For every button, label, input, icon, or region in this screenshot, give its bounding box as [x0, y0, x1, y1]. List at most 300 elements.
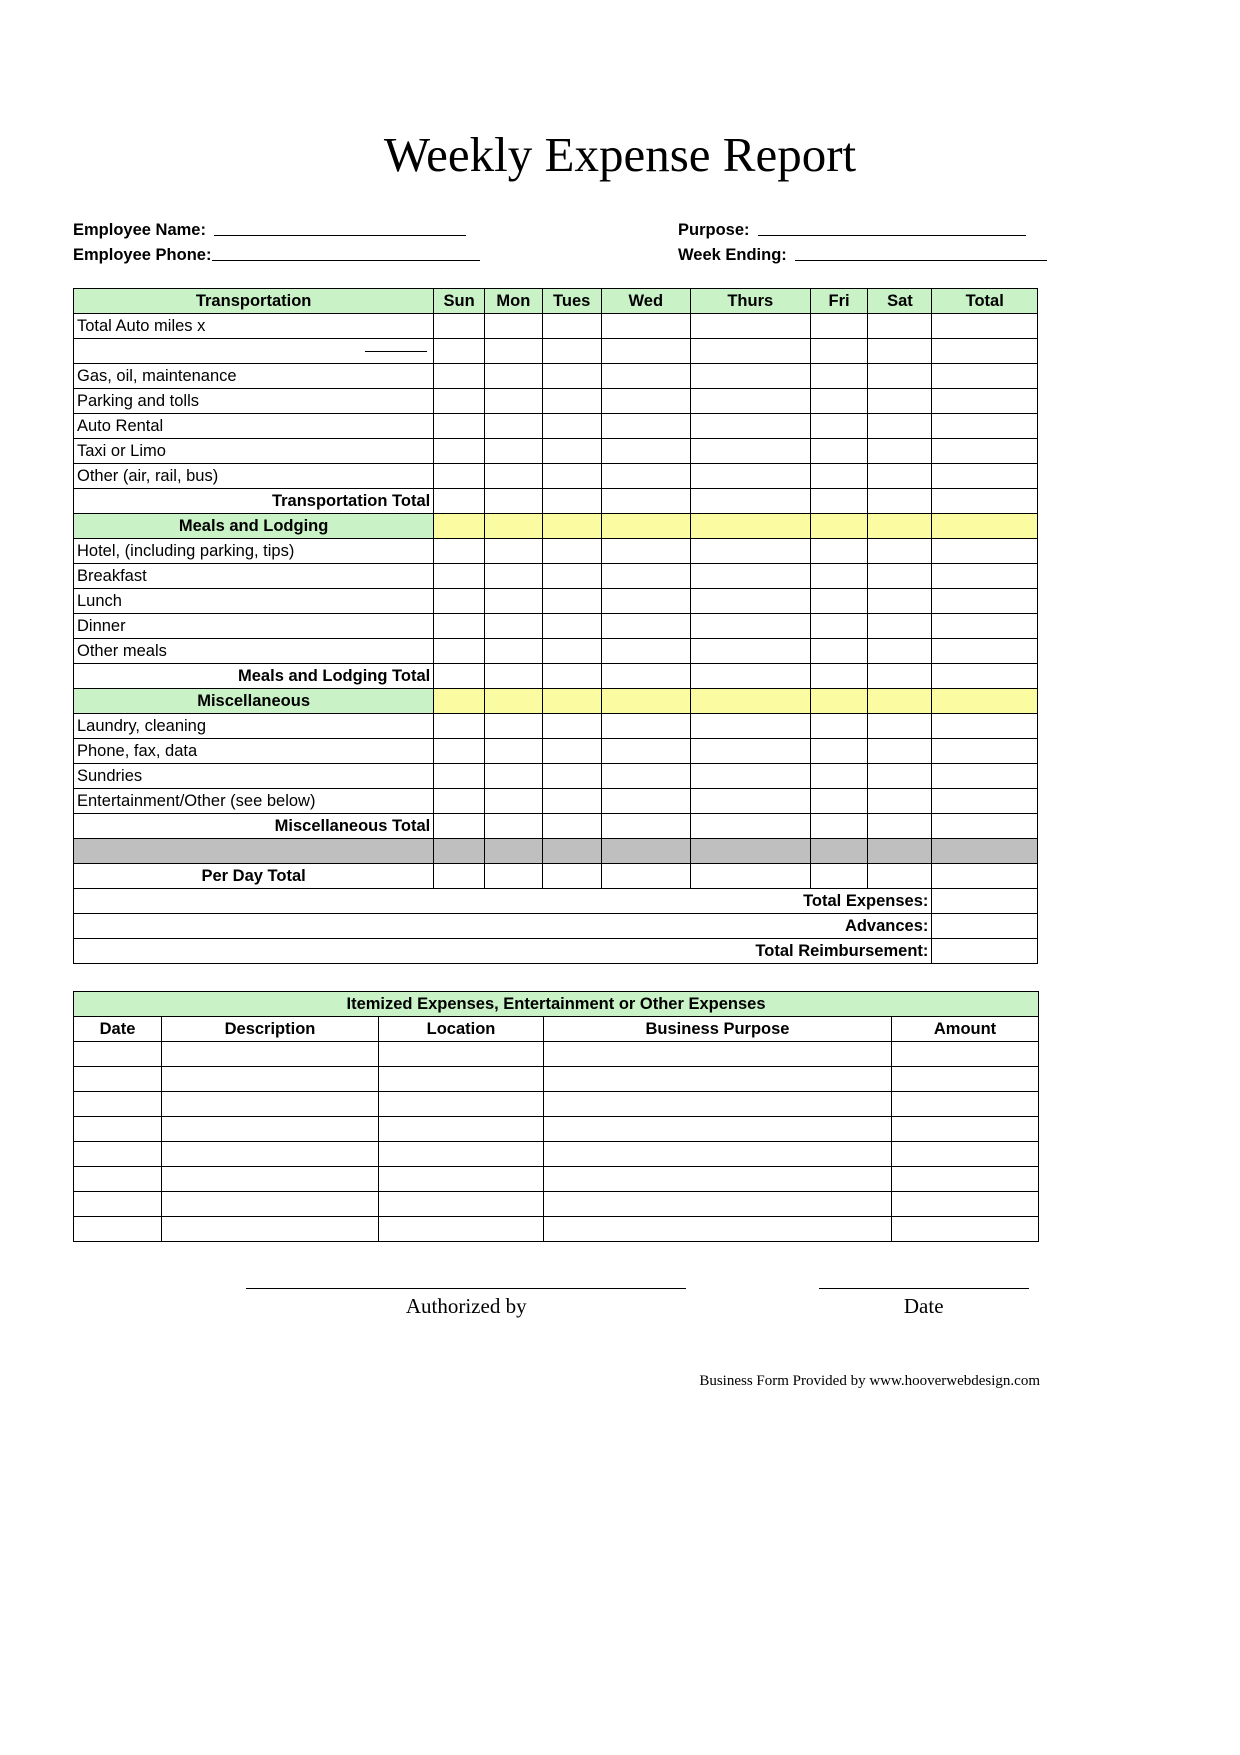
- cell-phone-fri[interactable]: [810, 739, 868, 764]
- cell-dinner-thurs[interactable]: [690, 614, 810, 639]
- itemized-cell-location[interactable]: [379, 1192, 544, 1217]
- spacer-cell-sun: [434, 839, 485, 864]
- cell-auto-miles-sun[interactable]: [434, 314, 485, 339]
- cell-breakfast-total[interactable]: [932, 564, 1038, 589]
- cell-other-transport-sun[interactable]: [434, 464, 485, 489]
- column-header-transportation: Transportation: [74, 289, 434, 314]
- cell-entertainment-tues[interactable]: [542, 789, 601, 814]
- meals-header-spacer-sat: [868, 514, 932, 539]
- authorized-by-signature-line[interactable]: [246, 1288, 686, 1289]
- table-row: [74, 614, 1038, 639]
- cell-lunch-sun[interactable]: [434, 589, 485, 614]
- cell-per-day-total-total[interactable]: [932, 864, 1038, 889]
- meals-header-spacer-total: [932, 514, 1038, 539]
- cell-other-transport-mon[interactable]: [484, 464, 542, 489]
- itemized-column-header-description: Description: [162, 1017, 379, 1042]
- row-label-lunch: Lunch: [74, 589, 434, 614]
- cell-entertainment-fri[interactable]: [810, 789, 868, 814]
- signature-date-label: Date: [903, 1294, 944, 1318]
- section-header-meals-and-lodging: [74, 514, 1038, 539]
- header-row-2: [73, 238, 1073, 263]
- employee-name-label: Employee Name:: [73, 220, 206, 239]
- cell-meals-total-wed[interactable]: [601, 664, 690, 689]
- cell-misc-total-thurs[interactable]: [690, 814, 810, 839]
- cell-other-transport-thurs[interactable]: [690, 464, 810, 489]
- meals-header-spacer-mon: [484, 514, 542, 539]
- cell-meals-total-fri[interactable]: [810, 664, 868, 689]
- table-row-subtotal: [74, 814, 1038, 839]
- itemized-cell-amount[interactable]: [892, 1192, 1039, 1217]
- cell-auto-miles-tues[interactable]: [542, 314, 601, 339]
- employee-phone-input[interactable]: [212, 260, 480, 261]
- list-item: [74, 1092, 1039, 1117]
- table-row-subtotal: [74, 664, 1038, 689]
- cell-auto-rental-fri[interactable]: [810, 414, 868, 439]
- cell-auto-rental-wed[interactable]: [601, 414, 690, 439]
- cell-parking-sun[interactable]: [434, 389, 485, 414]
- misc-header-spacer-sat: [868, 689, 932, 714]
- itemized-cell-description[interactable]: [162, 1092, 379, 1117]
- label-advances: Advances:: [74, 914, 932, 939]
- itemized-cell-amount[interactable]: [892, 1067, 1039, 1092]
- itemized-cell-location[interactable]: [379, 1092, 544, 1117]
- cell-entertainment-thurs[interactable]: [690, 789, 810, 814]
- authorized-by-block: [188, 1288, 744, 1319]
- cell-gas-sat[interactable]: [868, 364, 932, 389]
- itemized-cell-location[interactable]: [379, 1067, 544, 1092]
- employee-name-field-group: [73, 222, 678, 239]
- itemized-cell-date[interactable]: [74, 1067, 162, 1092]
- itemized-cell-description[interactable]: [162, 1142, 379, 1167]
- cell-lunch-total[interactable]: [932, 589, 1038, 614]
- cell-gas-fri[interactable]: [810, 364, 868, 389]
- cell-dinner-wed[interactable]: [601, 614, 690, 639]
- cell-gas-tues[interactable]: [542, 364, 601, 389]
- cell-gas-mon[interactable]: [484, 364, 542, 389]
- row-label-miscellaneous-total: Miscellaneous Total: [74, 814, 434, 839]
- spacer-cell-label: [74, 839, 434, 864]
- itemized-cell-date[interactable]: [74, 1092, 162, 1117]
- table-row: [74, 789, 1038, 814]
- table-row: [74, 539, 1038, 564]
- itemized-cell-date[interactable]: [74, 1217, 162, 1242]
- misc-header-spacer-thurs: [690, 689, 810, 714]
- itemized-cell-date[interactable]: [74, 1167, 162, 1192]
- row-label-laundry-cleaning: Laundry, cleaning: [74, 714, 434, 739]
- cell-misc-total-fri[interactable]: [810, 814, 868, 839]
- itemized-cell-business-purpose[interactable]: [544, 1217, 892, 1242]
- cell-transportation-total-sun[interactable]: [434, 489, 485, 514]
- itemized-header-row: [74, 1017, 1039, 1042]
- cell-dinner-total[interactable]: [932, 614, 1038, 639]
- cell-hotel-mon[interactable]: [484, 539, 542, 564]
- cell-auto-rental-thurs[interactable]: [690, 414, 810, 439]
- meals-header-spacer-wed: [601, 514, 690, 539]
- cell-gas-thurs[interactable]: [690, 364, 810, 389]
- cell-sundries-wed[interactable]: [601, 764, 690, 789]
- spacer-cell-thurs: [690, 839, 810, 864]
- cell-meals-total-sat[interactable]: [868, 664, 932, 689]
- mileage-rate-input[interactable]: [365, 351, 427, 352]
- cell-auto-miles-mon[interactable]: [484, 314, 542, 339]
- itemized-cell-description[interactable]: [162, 1067, 379, 1092]
- signature-date-line[interactable]: [819, 1288, 1029, 1289]
- itemized-cell-business-purpose[interactable]: [544, 1167, 892, 1192]
- cell-per-day-total-mon[interactable]: [484, 864, 542, 889]
- list-item: [74, 1117, 1039, 1142]
- cell-breakfast-fri[interactable]: [810, 564, 868, 589]
- cell-dinner-mon[interactable]: [484, 614, 542, 639]
- cell-laundry-tues[interactable]: [542, 714, 601, 739]
- cell-rate-sat[interactable]: [868, 339, 932, 364]
- cell-rate-sun[interactable]: [434, 339, 485, 364]
- itemized-cell-business-purpose[interactable]: [544, 1067, 892, 1092]
- cell-transportation-total-fri[interactable]: [810, 489, 868, 514]
- summary-row-advances: [74, 914, 1038, 939]
- cell-sundries-sat[interactable]: [868, 764, 932, 789]
- cell-breakfast-mon[interactable]: [484, 564, 542, 589]
- cell-phone-wed[interactable]: [601, 739, 690, 764]
- cell-other-meals-fri[interactable]: [810, 639, 868, 664]
- cell-laundry-wed[interactable]: [601, 714, 690, 739]
- itemized-cell-business-purpose[interactable]: [544, 1142, 892, 1167]
- cell-parking-sat[interactable]: [868, 389, 932, 414]
- cell-laundry-mon[interactable]: [484, 714, 542, 739]
- cell-sundries-thurs[interactable]: [690, 764, 810, 789]
- itemized-cell-location[interactable]: [379, 1142, 544, 1167]
- cell-other-transport-wed[interactable]: [601, 464, 690, 489]
- cell-hotel-total[interactable]: [932, 539, 1038, 564]
- cell-rate-fri[interactable]: [810, 339, 868, 364]
- cell-meals-total-sun[interactable]: [434, 664, 485, 689]
- cell-laundry-sun[interactable]: [434, 714, 485, 739]
- cell-hotel-sun[interactable]: [434, 539, 485, 564]
- cell-misc-total-sun[interactable]: [434, 814, 485, 839]
- cell-dinner-tues[interactable]: [542, 614, 601, 639]
- cell-other-meals-sat[interactable]: [868, 639, 932, 664]
- meals-header-spacer-fri: [810, 514, 868, 539]
- cell-dinner-fri[interactable]: [810, 614, 868, 639]
- cell-hotel-tues[interactable]: [542, 539, 601, 564]
- table-row: [74, 589, 1038, 614]
- column-header-tues: Tues: [542, 289, 601, 314]
- cell-taxi-total[interactable]: [932, 439, 1038, 464]
- cell-phone-sat[interactable]: [868, 739, 932, 764]
- itemized-cell-location[interactable]: [379, 1042, 544, 1067]
- cell-parking-tues[interactable]: [542, 389, 601, 414]
- cell-meals-total-mon[interactable]: [484, 664, 542, 689]
- list-item: [74, 1042, 1039, 1067]
- list-item: [74, 1067, 1039, 1092]
- cell-laundry-sat[interactable]: [868, 714, 932, 739]
- itemized-cell-location[interactable]: [379, 1117, 544, 1142]
- row-label-dinner: Dinner: [74, 614, 434, 639]
- cell-auto-miles-sat[interactable]: [868, 314, 932, 339]
- cell-other-meals-mon[interactable]: [484, 639, 542, 664]
- cell-parking-mon[interactable]: [484, 389, 542, 414]
- cell-gas-total[interactable]: [932, 364, 1038, 389]
- cell-rate-thurs[interactable]: [690, 339, 810, 364]
- cell-lunch-sat[interactable]: [868, 589, 932, 614]
- cell-meals-total-thurs[interactable]: [690, 664, 810, 689]
- meals-header-spacer-thurs: [690, 514, 810, 539]
- row-label-phone-fax-data: Phone, fax, data: [74, 739, 434, 764]
- misc-header-spacer-wed: [601, 689, 690, 714]
- itemized-cell-date[interactable]: [74, 1142, 162, 1167]
- cell-gas-sun[interactable]: [434, 364, 485, 389]
- itemized-cell-description[interactable]: [162, 1042, 379, 1067]
- row-label-auto-rental: Auto Rental: [74, 414, 434, 439]
- itemized-cell-amount[interactable]: [892, 1117, 1039, 1142]
- cell-parking-fri[interactable]: [810, 389, 868, 414]
- cell-transportation-total-thurs[interactable]: [690, 489, 810, 514]
- list-item: [74, 1142, 1039, 1167]
- table-row: [74, 414, 1038, 439]
- table-row: [74, 439, 1038, 464]
- cell-other-transport-fri[interactable]: [810, 464, 868, 489]
- misc-header-spacer-tues: [542, 689, 601, 714]
- week-ending-input[interactable]: [795, 260, 1047, 261]
- cell-misc-total-wed[interactable]: [601, 814, 690, 839]
- itemized-cell-description[interactable]: [162, 1217, 379, 1242]
- cell-hotel-fri[interactable]: [810, 539, 868, 564]
- section-header-miscellaneous: [74, 689, 1038, 714]
- employee-name-input[interactable]: [214, 235, 466, 236]
- itemized-cell-location[interactable]: [379, 1167, 544, 1192]
- itemized-cell-amount[interactable]: [892, 1167, 1039, 1192]
- row-label-parking-and-tolls: Parking and tolls: [74, 389, 434, 414]
- cell-lunch-wed[interactable]: [601, 589, 690, 614]
- cell-other-transport-total[interactable]: [932, 464, 1038, 489]
- cell-dinner-sat[interactable]: [868, 614, 932, 639]
- cell-laundry-fri[interactable]: [810, 714, 868, 739]
- misc-header-spacer-mon: [484, 689, 542, 714]
- cell-other-transport-sat[interactable]: [868, 464, 932, 489]
- cell-hotel-sat[interactable]: [868, 539, 932, 564]
- cell-misc-total-total[interactable]: [932, 814, 1038, 839]
- itemized-cell-amount[interactable]: [892, 1142, 1039, 1167]
- cell-taxi-mon[interactable]: [484, 439, 542, 464]
- cell-breakfast-sat[interactable]: [868, 564, 932, 589]
- cell-parking-thurs[interactable]: [690, 389, 810, 414]
- cell-auto-rental-total[interactable]: [932, 414, 1038, 439]
- cell-per-day-total-fri[interactable]: [810, 864, 868, 889]
- row-label-other-air-rail-bus: Other (air, rail, bus): [74, 464, 434, 489]
- table-row: [74, 464, 1038, 489]
- header-row-1: [73, 213, 1073, 238]
- cell-per-day-total-wed[interactable]: [601, 864, 690, 889]
- cell-entertainment-sun[interactable]: [434, 789, 485, 814]
- itemized-cell-description[interactable]: [162, 1192, 379, 1217]
- value-advances[interactable]: [932, 914, 1038, 939]
- cell-taxi-sun[interactable]: [434, 439, 485, 464]
- cell-per-day-total-tues[interactable]: [542, 864, 601, 889]
- cell-phone-thurs[interactable]: [690, 739, 810, 764]
- cell-other-meals-thurs[interactable]: [690, 639, 810, 664]
- cell-entertainment-mon[interactable]: [484, 789, 542, 814]
- signature-date-block: [809, 1288, 1038, 1319]
- table-row: [74, 639, 1038, 664]
- table-row: [74, 739, 1038, 764]
- cell-sundries-mon[interactable]: [484, 764, 542, 789]
- cell-phone-mon[interactable]: [484, 739, 542, 764]
- cell-hotel-wed[interactable]: [601, 539, 690, 564]
- itemized-table-title: Itemized Expenses, Entertainment or Other Expenses: [74, 992, 1039, 1017]
- spacer-cell-tues: [542, 839, 601, 864]
- list-item: [74, 1167, 1039, 1192]
- cell-other-meals-tues[interactable]: [542, 639, 601, 664]
- cell-per-day-total-sat[interactable]: [868, 864, 932, 889]
- cell-other-meals-total[interactable]: [932, 639, 1038, 664]
- table-header-row: [74, 289, 1038, 314]
- cell-sundries-tues[interactable]: [542, 764, 601, 789]
- cell-rate-total[interactable]: [932, 339, 1038, 364]
- itemized-cell-business-purpose[interactable]: [544, 1117, 892, 1142]
- cell-auto-miles-total[interactable]: [932, 314, 1038, 339]
- cell-lunch-mon[interactable]: [484, 589, 542, 614]
- signature-area: [73, 1288, 1038, 1319]
- cell-transportation-total-wed[interactable]: [601, 489, 690, 514]
- expense-grid-table: [73, 288, 1038, 964]
- cell-other-meals-wed[interactable]: [601, 639, 690, 664]
- purpose-input[interactable]: [758, 235, 1026, 236]
- cell-auto-miles-fri[interactable]: [810, 314, 868, 339]
- cell-auto-rental-sat[interactable]: [868, 414, 932, 439]
- cell-taxi-fri[interactable]: [810, 439, 868, 464]
- column-header-sat: Sat: [868, 289, 932, 314]
- itemized-cell-business-purpose[interactable]: [544, 1092, 892, 1117]
- row-label-transportation-total: Transportation Total: [74, 489, 434, 514]
- value-total-reimbursement[interactable]: [932, 939, 1038, 964]
- page-title: Weekly Expense Report: [383, 127, 857, 182]
- cell-transportation-total-total[interactable]: [932, 489, 1038, 514]
- cell-taxi-wed[interactable]: [601, 439, 690, 464]
- row-label-mileage-rate: [74, 339, 434, 364]
- label-total-reimbursement: Total Reimbursement:: [74, 939, 932, 964]
- cell-entertainment-total[interactable]: [932, 789, 1038, 814]
- section-title-meals-and-lodging: Meals and Lodging: [74, 514, 434, 539]
- cell-meals-total-tues[interactable]: [542, 664, 601, 689]
- week-ending-label: Week Ending:: [678, 245, 787, 264]
- meals-header-spacer-sun: [434, 514, 485, 539]
- cell-per-day-total-thurs[interactable]: [690, 864, 810, 889]
- table-row: [74, 764, 1038, 789]
- cell-laundry-thurs[interactable]: [690, 714, 810, 739]
- cell-dinner-sun[interactable]: [434, 614, 485, 639]
- itemized-column-header-amount: Amount: [892, 1017, 1039, 1042]
- column-header-wed: Wed: [601, 289, 690, 314]
- itemized-cell-location[interactable]: [379, 1217, 544, 1242]
- table-row: [74, 314, 1038, 339]
- cell-misc-total-mon[interactable]: [484, 814, 542, 839]
- cell-misc-total-sat[interactable]: [868, 814, 932, 839]
- cell-parking-total[interactable]: [932, 389, 1038, 414]
- cell-taxi-tues[interactable]: [542, 439, 601, 464]
- cell-sundries-fri[interactable]: [810, 764, 868, 789]
- cell-transportation-total-sat[interactable]: [868, 489, 932, 514]
- cell-per-day-total-sun[interactable]: [434, 864, 485, 889]
- itemized-cell-description[interactable]: [162, 1167, 379, 1192]
- itemized-cell-amount[interactable]: [892, 1042, 1039, 1067]
- cell-breakfast-wed[interactable]: [601, 564, 690, 589]
- cell-transportation-total-mon[interactable]: [484, 489, 542, 514]
- cell-laundry-total[interactable]: [932, 714, 1038, 739]
- cell-transportation-total-tues[interactable]: [542, 489, 601, 514]
- summary-row-total-expenses: [74, 889, 1038, 914]
- cell-misc-total-tues[interactable]: [542, 814, 601, 839]
- cell-gas-wed[interactable]: [601, 364, 690, 389]
- itemized-cell-date[interactable]: [74, 1117, 162, 1142]
- cell-auto-rental-sun[interactable]: [434, 414, 485, 439]
- cell-taxi-sat[interactable]: [868, 439, 932, 464]
- cell-breakfast-thurs[interactable]: [690, 564, 810, 589]
- cell-breakfast-tues[interactable]: [542, 564, 601, 589]
- row-label-auto-miles: Total Auto miles x: [74, 314, 434, 339]
- cell-other-transport-tues[interactable]: [542, 464, 601, 489]
- cell-phone-sun[interactable]: [434, 739, 485, 764]
- cell-auto-rental-mon[interactable]: [484, 414, 542, 439]
- row-label-entertainment-other: Entertainment/Other (see below): [74, 789, 434, 814]
- cell-rate-mon[interactable]: [484, 339, 542, 364]
- value-total-expenses[interactable]: [932, 889, 1038, 914]
- table-row: [74, 564, 1038, 589]
- cell-other-meals-sun[interactable]: [434, 639, 485, 664]
- cell-auto-rental-tues[interactable]: [542, 414, 601, 439]
- itemized-cell-date[interactable]: [74, 1042, 162, 1067]
- cell-hotel-thurs[interactable]: [690, 539, 810, 564]
- cell-sundries-sun[interactable]: [434, 764, 485, 789]
- cell-phone-tues[interactable]: [542, 739, 601, 764]
- column-header-thurs: Thurs: [690, 289, 810, 314]
- itemized-cell-description[interactable]: [162, 1117, 379, 1142]
- spacer-cell-wed: [601, 839, 690, 864]
- cell-meals-total-total[interactable]: [932, 664, 1038, 689]
- purpose-field-group: [678, 222, 1026, 239]
- cell-lunch-thurs[interactable]: [690, 589, 810, 614]
- signature-lines: [73, 1288, 1038, 1319]
- cell-auto-miles-wed[interactable]: [601, 314, 690, 339]
- row-label-taxi-or-limo: Taxi or Limo: [74, 439, 434, 464]
- spacer-cell-mon: [484, 839, 542, 864]
- itemized-cell-amount[interactable]: [892, 1092, 1039, 1117]
- itemized-cell-date[interactable]: [74, 1192, 162, 1217]
- cell-parking-wed[interactable]: [601, 389, 690, 414]
- employee-phone-field-group: [73, 247, 678, 264]
- column-header-sun: Sun: [434, 289, 485, 314]
- itemized-cell-business-purpose[interactable]: [544, 1042, 892, 1067]
- list-item: [74, 1217, 1039, 1242]
- cell-auto-miles-thurs[interactable]: [690, 314, 810, 339]
- cell-sundries-total[interactable]: [932, 764, 1038, 789]
- misc-header-spacer-total: [932, 689, 1038, 714]
- cell-phone-total[interactable]: [932, 739, 1038, 764]
- row-label-meals-and-lodging-total: Meals and Lodging Total: [74, 664, 434, 689]
- cell-entertainment-wed[interactable]: [601, 789, 690, 814]
- itemized-cell-amount[interactable]: [892, 1217, 1039, 1242]
- itemized-cell-business-purpose[interactable]: [544, 1192, 892, 1217]
- cell-lunch-tues[interactable]: [542, 589, 601, 614]
- cell-rate-tues[interactable]: [542, 339, 601, 364]
- misc-header-spacer-fri: [810, 689, 868, 714]
- cell-taxi-thurs[interactable]: [690, 439, 810, 464]
- cell-breakfast-sun[interactable]: [434, 564, 485, 589]
- itemized-column-header-date: Date: [74, 1017, 162, 1042]
- cell-rate-wed[interactable]: [601, 339, 690, 364]
- cell-entertainment-sat[interactable]: [868, 789, 932, 814]
- column-header-mon: Mon: [484, 289, 542, 314]
- cell-lunch-fri[interactable]: [810, 589, 868, 614]
- table-row-per-day-total: [74, 864, 1038, 889]
